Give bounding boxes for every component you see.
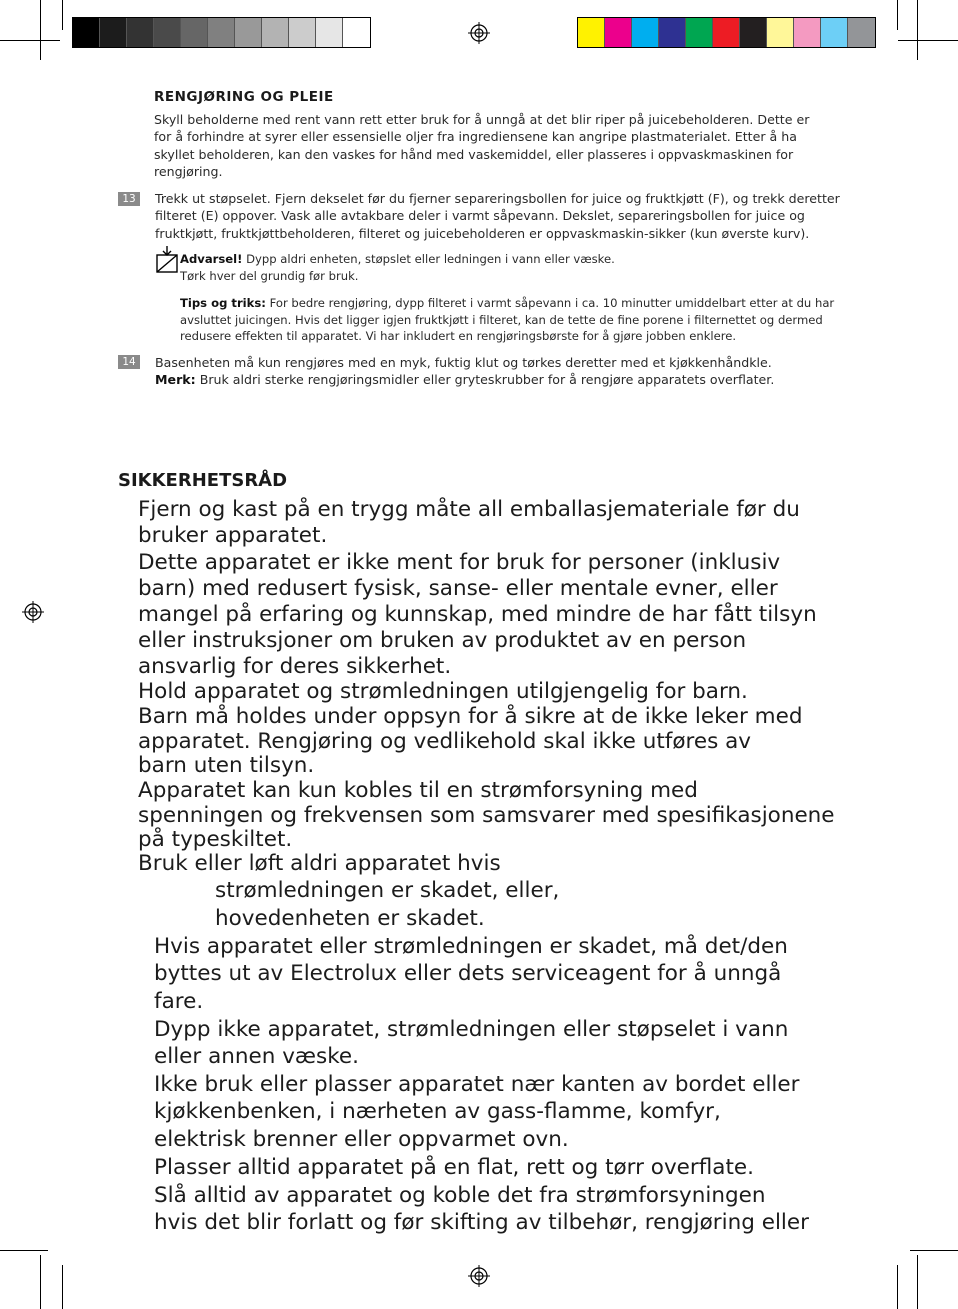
safety-line: Dypp ikke apparatet, strømledningen eller støpselet i vann	[154, 1017, 789, 1042]
safety-line: Apparatet kan kun kobles til en strømforsyning med	[138, 778, 698, 803]
safety-line: fare.	[154, 989, 204, 1014]
step-13-text	[155, 190, 895, 242]
safety-line: eller annen væske.	[154, 1044, 359, 1069]
safety-line: ansvarlig for deres sikkerhet.	[138, 654, 452, 679]
warning-note	[180, 251, 880, 284]
color-swatch	[127, 18, 154, 47]
color-swatch	[659, 18, 686, 47]
safety-line: hovedenheten er skadet.	[215, 906, 485, 931]
safety-line: elektrisk brenner eller oppvarmet ovn.	[154, 1127, 569, 1152]
safety-line: Fjern og kast på en trygg måte all emballasjemateriale før du	[138, 497, 800, 522]
tips-text: redusere effekten til apparatet. Vi har inkludert en rengjøringsbørste for å gjøre jobben enklere.	[180, 329, 737, 343]
color-swatch	[794, 18, 821, 47]
crop-mark	[62, 1265, 63, 1309]
color-swatch	[632, 18, 659, 47]
color-swatch	[100, 18, 127, 47]
safety-line: strømledningen er skadet, eller,	[215, 878, 560, 903]
crop-mark	[910, 1250, 958, 1251]
color-swatch	[73, 18, 100, 47]
safety-line: byttes ut av Electrolux eller dets serviceagent for å unngå	[154, 961, 782, 986]
registration-mark-icon	[468, 22, 490, 44]
registration-mark-icon	[22, 601, 44, 623]
safety-line: Plasser alltid apparatet på en flat, rett og tørr overflate.	[154, 1155, 754, 1180]
text-line: fruktkjøtt, fruktkjøttbeholderen, filteret og juicebeholderen er oppvaskmaskin-sikker (kun øverste kurv).	[155, 225, 810, 241]
tips-label: Tips og triks:	[180, 296, 266, 310]
cmyk-color-bar	[577, 17, 876, 48]
color-swatch	[767, 18, 794, 47]
color-swatch	[740, 18, 767, 47]
merk-text: Bruk aldri sterke rengjøringsmidler eller gryteskrubber for å rengjøre apparatets overflater.	[195, 372, 775, 388]
safety-section-title: SIKKERHETSRÅD	[118, 470, 288, 491]
safety-line: eller instruksjoner om bruken av produktet av en person	[138, 628, 747, 653]
crop-mark	[62, 0, 63, 30]
color-swatch	[821, 18, 848, 47]
crop-mark	[40, 1255, 41, 1309]
safety-line: apparatet. Rengjøring og vedlikehold skal ikke utføres av	[138, 729, 752, 754]
color-swatch	[605, 18, 632, 47]
crop-mark	[917, 1255, 918, 1309]
safety-line: mangel på erfaring og kunnskap, med mindre de har fått tilsyn	[138, 602, 817, 627]
registration-mark-icon	[468, 1265, 490, 1287]
safety-line: på typeskiltet.	[138, 827, 293, 852]
safety-line: hvis det blir forlatt og før skifting av tilbehør, rengjøring eller	[154, 1210, 809, 1235]
text-line: Trekk ut støpselet. Fjern dekselet før du fjerner separeringsbollen for juice og fruktkjøtt (F), og trekk deretter	[155, 191, 840, 206]
warning-label: Advarsel!	[180, 252, 243, 266]
safety-line: Barn må holdes under oppsyn for å sikre at de ikke leker med	[138, 704, 803, 729]
tips-note	[180, 295, 880, 345]
crop-mark	[0, 1250, 48, 1251]
step-13-badge: 13	[118, 192, 140, 206]
crop-mark	[897, 1265, 898, 1309]
step-14-text	[155, 354, 895, 389]
safety-line: Bruk eller løft aldri apparatet hvis	[138, 851, 501, 876]
tips-text: avsluttet juicingen. Hvis det ligger igjen fruktkjøtt i filteret, kan de tette de fine porene i filternettet og dermed	[180, 312, 823, 327]
color-swatch	[316, 18, 343, 47]
safety-line: Hold apparatet og strømledningen utilgjengelig for barn.	[138, 679, 748, 704]
safety-line: Ikke bruk eller plasser apparatet nær kanten av bordet eller	[154, 1072, 800, 1097]
care-intro-paragraph	[154, 111, 854, 180]
care-section-title: RENGJØRING OG PLEIE	[154, 89, 334, 105]
grayscale-color-bar	[72, 17, 371, 48]
color-swatch	[289, 18, 316, 47]
crop-mark	[40, 0, 41, 60]
color-swatch	[578, 18, 605, 47]
text-line: skyllet beholderen, kan den vaskes for hånd med vaskemiddel, eller plasseres i oppvaskmaskinen for	[154, 146, 794, 162]
safety-line: Hvis apparatet eller strømledningen er skadet, må det/den	[154, 934, 788, 959]
safety-line: kjøkkenbenken, i nærheten av gass-flamme, komfyr,	[154, 1099, 721, 1124]
crop-mark	[897, 0, 898, 30]
step-14-badge: 14	[118, 355, 140, 369]
color-swatch	[713, 18, 740, 47]
safety-line: bruker apparatet.	[138, 523, 328, 548]
color-swatch	[262, 18, 289, 47]
color-swatch	[343, 18, 370, 47]
no-water-warning-icon	[156, 245, 178, 273]
safety-line: barn) med redusert fysisk, sanse- eller mentale evner, eller	[138, 576, 778, 601]
text-line: for å forhindre at syrer eller essensielle oljer fra ingrediensene kan angripe plastmaterialet. Etter å ha	[154, 129, 797, 145]
safety-line: barn uten tilsyn.	[138, 753, 315, 778]
warning-text: Tørk hver del grundig før bruk.	[180, 268, 359, 283]
warning-text: Dypp aldri enheten, støpslet eller ledningen i vann eller væske.	[242, 252, 615, 266]
text-line: Skyll beholderne med rent vann rett etter bruk for å unngå at det blir riper på juicebeholderen. Dette er	[154, 112, 810, 127]
merk-label: Merk:	[155, 372, 196, 388]
text-line: rengjøring.	[154, 163, 223, 179]
crop-mark	[898, 40, 958, 41]
safety-line: spenningen og frekvensen som samsvarer med spesifikasjonene	[138, 803, 835, 828]
color-swatch	[154, 18, 181, 47]
safety-line: Dette apparatet er ikke ment for bruk for personer (inklusiv	[138, 550, 781, 575]
color-swatch	[181, 18, 208, 47]
text-line: filteret (E) oppover. Vask alle avtakbare deler i varmt såpevann. Dekslet, separeringsbollen for juice og	[155, 208, 805, 224]
safety-line: Slå alltid av apparatet og koble det fra strømforsyningen	[154, 1183, 766, 1208]
color-swatch	[686, 18, 713, 47]
color-swatch	[235, 18, 262, 47]
crop-mark	[0, 40, 60, 41]
tips-text: For bedre rengjøring, dypp filteret i varmt såpevann i ca. 10 minutter umiddelbart etter at du har	[265, 296, 835, 310]
crop-mark	[917, 0, 918, 60]
color-swatch	[848, 18, 875, 47]
text-line: Basenheten må kun rengjøres med en myk, fuktig klut og tørkes deretter med et kjøkkenhåndkle.	[155, 355, 772, 370]
color-swatch	[208, 18, 235, 47]
